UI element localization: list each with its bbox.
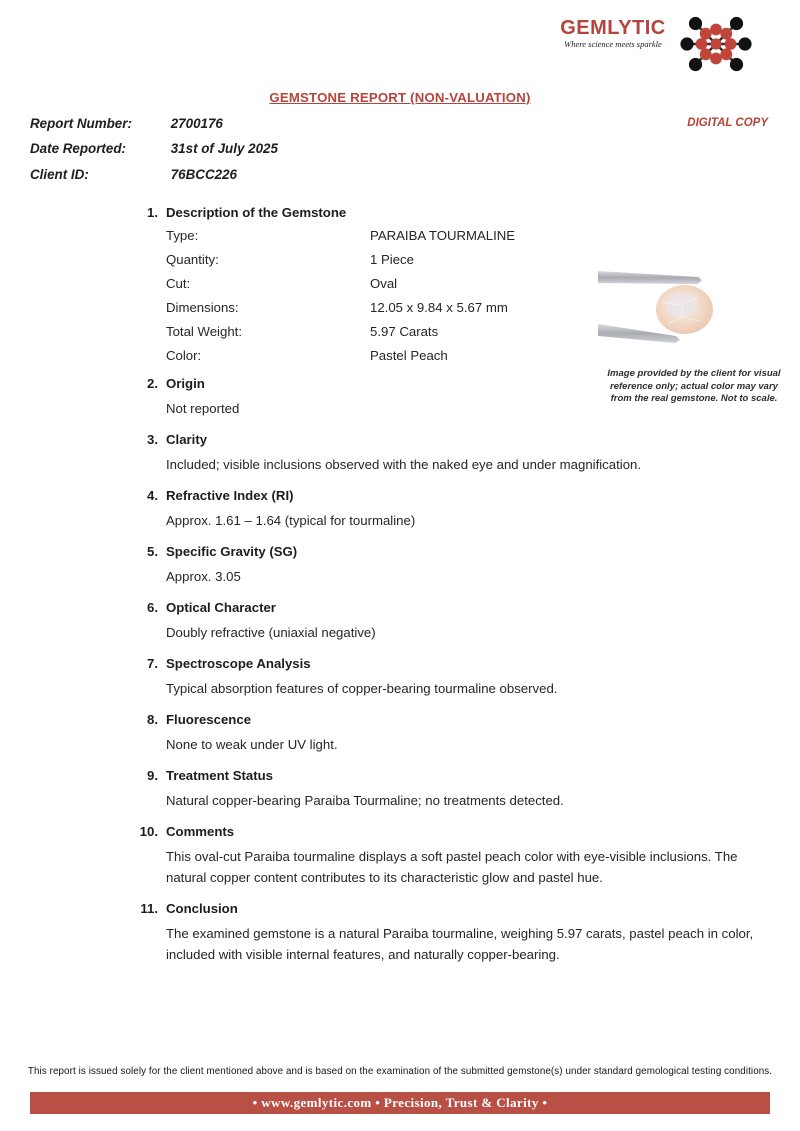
property-row-dimensions xyxy=(166,295,758,319)
section-number: 4. xyxy=(147,488,158,503)
property-value: Pastel Peach xyxy=(370,347,448,363)
meta-value: 31st of July 2025 xyxy=(170,141,278,157)
report-sections xyxy=(0,202,800,975)
property-label: Color: xyxy=(166,347,202,363)
meta-label: Date Reported: xyxy=(30,141,126,157)
section-number: 8. xyxy=(147,712,158,727)
property-label: Quantity: xyxy=(166,251,219,267)
meta-report-number xyxy=(30,116,278,141)
section-body: Approx. 3.05 xyxy=(166,569,241,584)
section-body: This oval-cut Paraiba tourmaline displays a soft pastel peach color with eye-visible inclusions. The natural copper content contributes to its characteristic glow and pastel hue. xyxy=(166,849,738,885)
property-value: 5.97 Carats xyxy=(370,323,439,339)
section-title: Origin xyxy=(166,376,205,391)
meta-value: 2700176 xyxy=(170,116,223,131)
property-row-color xyxy=(166,343,758,367)
brand-name: GEMLYTIC xyxy=(560,17,666,39)
section-title: Comments xyxy=(166,824,235,839)
section-title: Spectroscope Analysis xyxy=(166,656,311,671)
brand-logo xyxy=(556,4,756,84)
property-label: Type: xyxy=(166,227,199,243)
section-treatment-status xyxy=(0,765,758,811)
section-title: Optical Character xyxy=(166,600,276,615)
section-title: Conclusion xyxy=(166,901,238,916)
meta-client-id xyxy=(30,167,278,192)
meta-value: 76BCC226 xyxy=(170,166,237,182)
section-body: Typical absorption features of copper-bearing tourmaline observed. xyxy=(166,681,558,696)
property-value: Oval xyxy=(370,275,398,291)
gem-photo-caption: Image provided by the client for visual reference only; actual color may vary from the real gemstone. Not to scale. xyxy=(607,368,781,404)
section-origin xyxy=(0,373,758,419)
property-row-quantity xyxy=(166,247,758,271)
section-title: Description of the Gemstone xyxy=(166,205,347,220)
property-value: 12.05 x 9.84 x 5.67 mm xyxy=(370,299,508,315)
section-number: 10. xyxy=(139,824,158,839)
digital-copy-label: DIGITAL COPY xyxy=(687,117,768,129)
section-title: Specific Gravity (SG) xyxy=(166,544,298,559)
property-value: PARAIBA TOURMALINE xyxy=(370,227,516,243)
section-conclusion xyxy=(0,898,758,965)
section-body: None to weak under UV light. xyxy=(166,737,338,752)
footer-disclaimer: This report is issued solely for the client mentioned above and is based on the examination of the submitted gemstone(s) under standard gemological testing conditions. xyxy=(27,1066,773,1077)
property-label: Cut: xyxy=(166,275,191,291)
property-value: 1 Piece xyxy=(370,251,414,267)
section-number: 6. xyxy=(147,600,158,615)
section-body: The examined gemstone is a natural Paraiba tourmaline, weighing 5.97 carats, pastel peach in color, included with visible internal features, and naturally copper-bearing. xyxy=(166,926,754,962)
section-number: 5. xyxy=(147,544,158,559)
footer-brand-bar: • www.gemlytic.com • Precision, Trust & Clarity • xyxy=(30,1092,770,1114)
section-title: Clarity xyxy=(166,432,208,447)
section-body: Natural copper-bearing Paraiba Tourmaline; no treatments detected. xyxy=(166,793,564,808)
brand-logo-text xyxy=(556,17,670,49)
meta-label: Report Number: xyxy=(30,116,132,131)
section-number: 9. xyxy=(147,768,158,783)
section-number: 3. xyxy=(147,432,158,447)
section-body: Approx. 1.61 – 1.64 (typical for tourmaline) xyxy=(166,513,416,528)
section-optical-character xyxy=(0,597,758,643)
gem-properties-table xyxy=(166,223,758,367)
section-specific-gravity xyxy=(0,541,758,587)
meta-date-reported xyxy=(30,141,278,166)
property-label: Total Weight: xyxy=(166,323,242,339)
section-number: 2. xyxy=(147,376,158,391)
section-body: Included; visible inclusions observed with the naked eye and under magnification. xyxy=(166,457,642,472)
property-row-type xyxy=(166,223,758,247)
section-number: 11. xyxy=(140,901,158,916)
gemlytic-starburst-icon xyxy=(676,4,756,84)
section-body: Not reported xyxy=(166,401,240,416)
property-row-cut xyxy=(166,271,758,295)
property-row-total-weight xyxy=(166,319,758,343)
report-title: GEMSTONE REPORT (NON-VALUATION) xyxy=(269,90,531,105)
section-fluorescence xyxy=(0,709,758,755)
section-number: 1. xyxy=(147,205,158,220)
section-number: 7. xyxy=(147,656,158,671)
section-spectroscope-analysis xyxy=(0,653,758,699)
section-clarity xyxy=(0,429,758,475)
property-label: Dimensions: xyxy=(166,299,239,315)
brand-tagline: Where science meets sparkle xyxy=(564,39,662,49)
section-body: Doubly refractive (uniaxial negative) xyxy=(166,625,376,640)
section-title: Fluorescence xyxy=(166,712,252,727)
section-refractive-index xyxy=(0,485,758,531)
section-description xyxy=(0,202,758,367)
meta-label: Client ID: xyxy=(30,166,89,182)
section-comments xyxy=(0,821,758,888)
section-title: Refractive Index (RI) xyxy=(166,488,294,503)
section-title: Treatment Status xyxy=(166,768,273,783)
report-meta xyxy=(30,116,278,192)
